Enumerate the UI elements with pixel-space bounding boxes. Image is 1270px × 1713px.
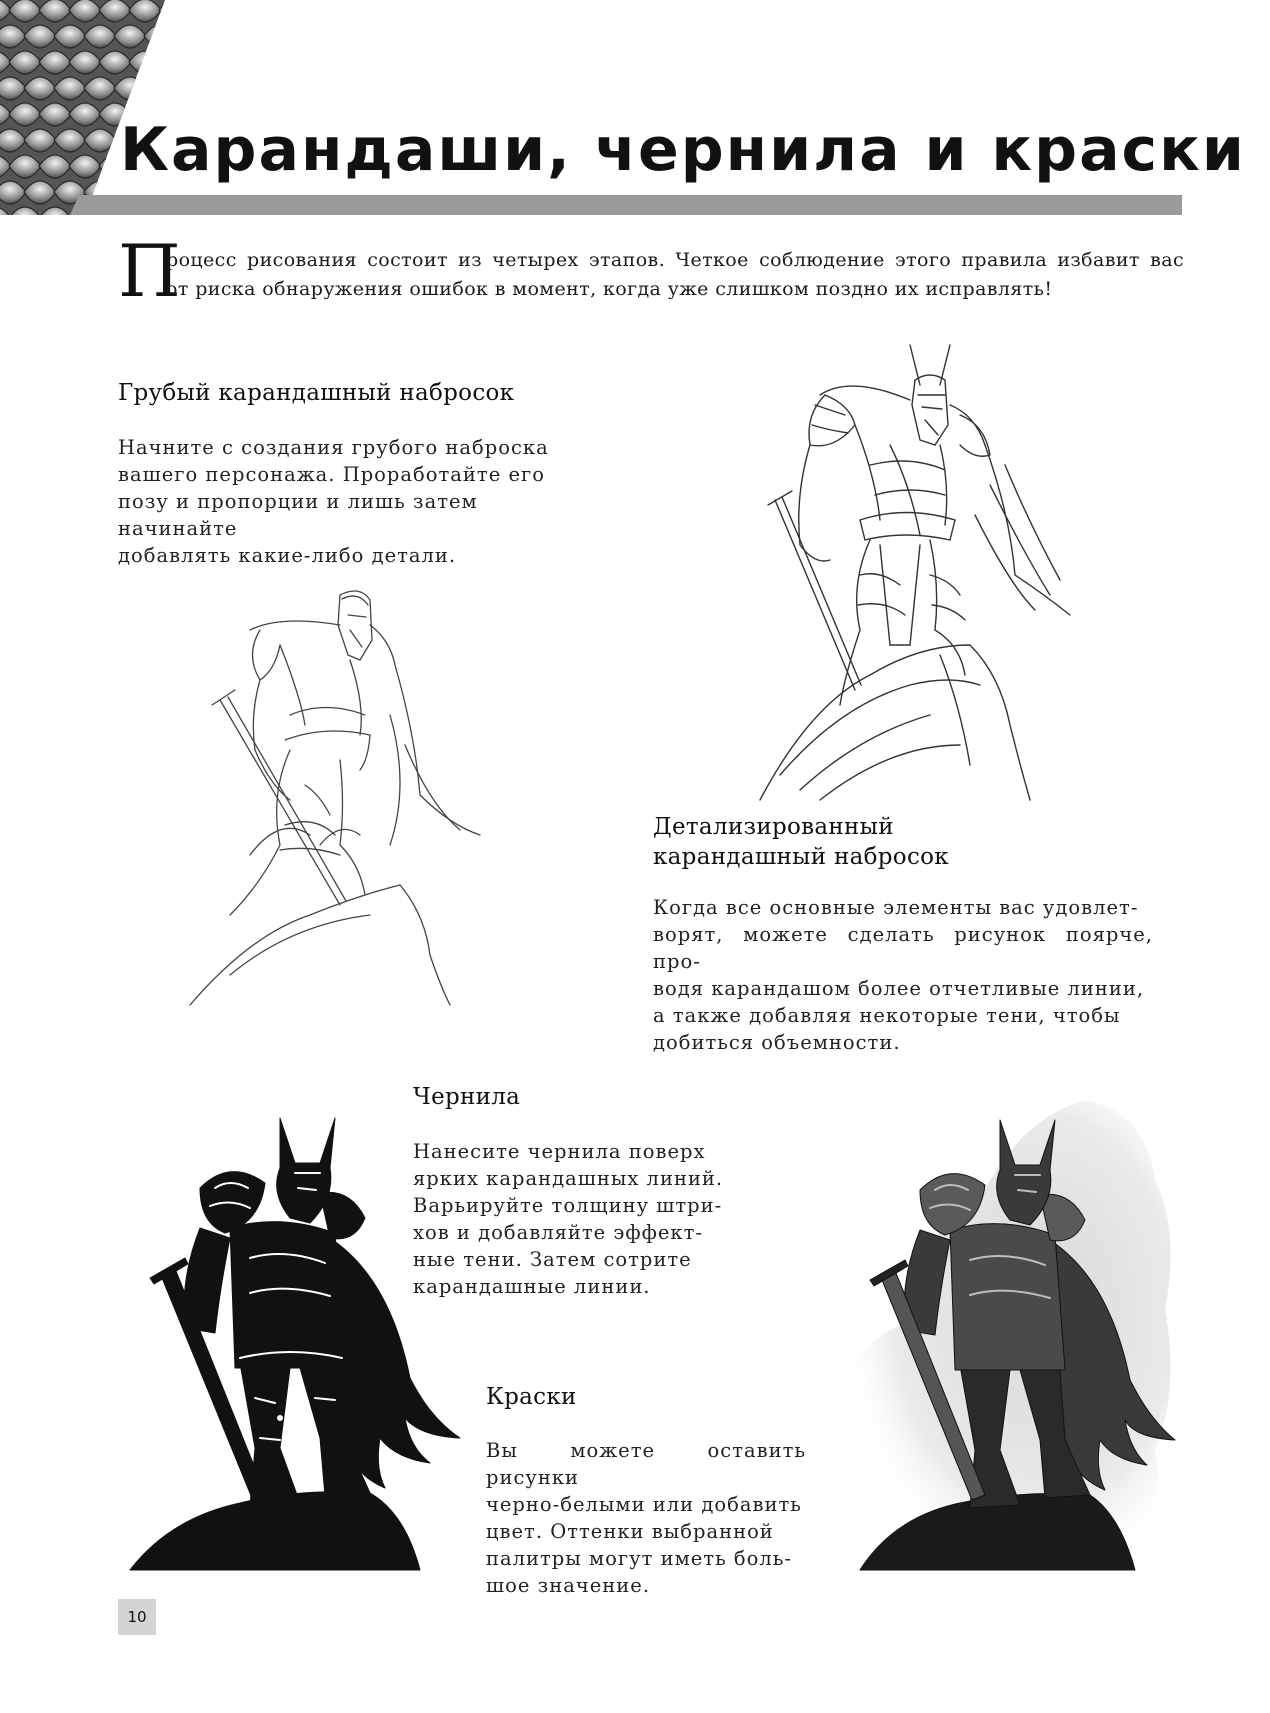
section-heading-rough-sketch: Грубый карандашный набросок [118,380,515,406]
scale-shape [159,0,191,22]
body-line: водя карандашом более отчетливые линии, [653,977,1145,1000]
section-heading-ink: Чернила [413,1084,521,1110]
rough-sketch-illustration [190,585,520,1005]
scale-shape [174,25,206,48]
body-line: Вы можете оставить рисунки [486,1439,806,1489]
body-line: цвет. Оттенки выбранной [486,1520,774,1543]
intro-line-2: от риска обнаружения ошибок в момент, когда уже слишком поздно их исправлять! [166,278,1053,300]
body-line: палитры могут иметь боль- [486,1547,792,1570]
body-line: хов и добавляйте эффект- [413,1221,703,1244]
body-line: шое значение. [486,1574,651,1597]
page-title: Карандаши, чернила и краски [120,115,1246,185]
drop-cap: П [118,229,181,313]
body-line: Нанесите чернила поверх [413,1140,706,1163]
body-line: вашего персонажа. Проработайте его [118,463,545,486]
body-line: ворят, можете сделать рисунок поярче, про- [653,923,1153,973]
body-line: карандашные линии. [413,1275,651,1298]
section-body-paint [486,1437,806,1599]
ink-illustration [130,1118,470,1570]
page-number: 10 [118,1599,156,1635]
body-line: а также добавляя некоторые тени, чтобы [653,1004,1121,1027]
section-heading-detailed-sketch [653,812,1053,872]
heading-line: карандашный набросок [653,844,949,870]
scale-shape [159,51,191,74]
body-line: позу и пропорции и лишь затем начинайте [118,490,478,540]
scale-shape [174,77,206,100]
body-line: ярких карандашных линий. [413,1167,724,1190]
section-body-detailed-sketch [653,894,1153,1056]
body-line: Когда все основные элементы вас удовлет- [653,896,1139,919]
body-line: черно-белыми или добавить [486,1493,802,1516]
detailed-sketch-illustration [760,345,1090,800]
body-line: ные тени. Затем сотрите [413,1248,692,1271]
body-line: добиться объемности. [653,1031,901,1054]
section-body-rough-sketch [118,434,598,569]
section-heading-paint: Краски [486,1384,577,1410]
scale-shape [144,77,176,100]
painted-illustration [835,1090,1180,1570]
body-line: Варьируйте толщину штри- [413,1194,723,1217]
title-underline-bar [70,195,1182,215]
body-line: Начните с создания грубого наброска [118,436,549,459]
body-line: добавлять какие-либо детали. [118,544,457,567]
heading-line: Детализированный [653,814,894,840]
intro-line-1: роцесс рисования состоит из четырех этапов. Четкое соблюдение этого правила избавит вас [166,249,1184,271]
